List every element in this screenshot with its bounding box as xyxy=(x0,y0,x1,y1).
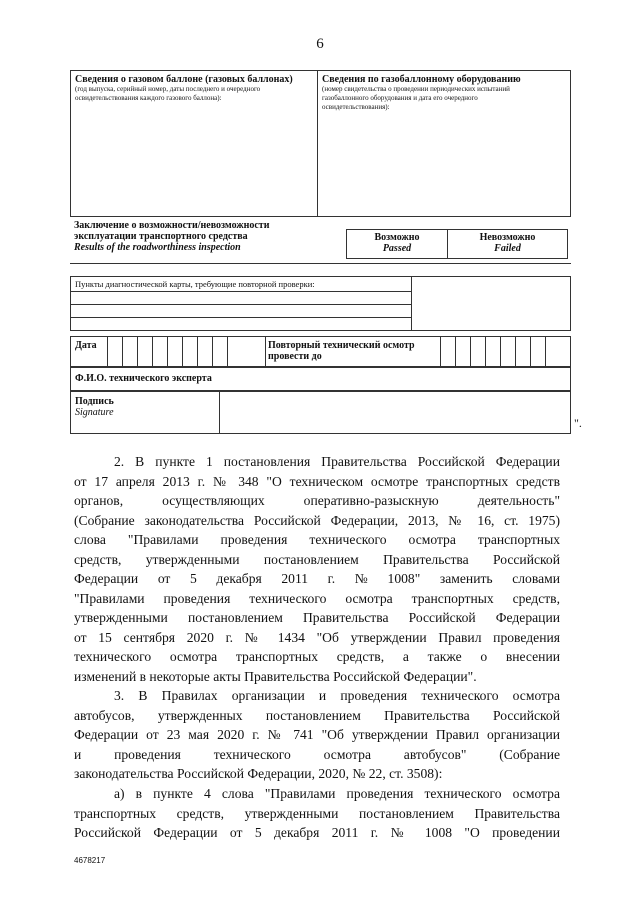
p2-line-2: от 17 апреля 2013 г. № 348 "О техническом осмотре транспортных средств xyxy=(74,473,560,489)
p2-line-6: средств, утвержденными постановлением Правительства Российской xyxy=(74,551,560,567)
p2-line-9: утвержденными постановлением Правительства Российской Федерации xyxy=(74,610,560,625)
conclusion-options xyxy=(346,229,568,259)
passed-option[interactable] xyxy=(347,232,447,254)
p2-line-7: Федерации от 5 декабря 2011 г. № 1008" заменить словами xyxy=(74,571,560,586)
passed-ru: Возможно xyxy=(374,232,420,243)
expert-name-label: Ф.И.О. технического эксперта xyxy=(75,373,212,384)
p3-line-1: 3. В Правилах организации и проведения технического осмотра xyxy=(114,688,560,703)
page-number: 6 xyxy=(316,36,324,52)
repeat-inspection-line-2: провести до xyxy=(268,351,322,362)
footer-code: 4678217 xyxy=(74,856,106,865)
repeat-points-table xyxy=(70,276,571,331)
p2-line-8: "Правилами проведения технического осмотра транспортных средств, xyxy=(74,590,560,606)
gas-equipment-note-2: газобаллонного оборудования и дата его очередного xyxy=(322,94,478,102)
failed-ru: Невозможно xyxy=(479,232,536,243)
closing-quote: ". xyxy=(574,416,582,430)
gas-info-table xyxy=(70,70,571,217)
p3-line-4: и проведения технического осмотра автобусов" (Собрание xyxy=(74,746,560,762)
repeat-points-label: Пункты диагностической карты, требующие повторной проверки: xyxy=(75,279,315,289)
p2-line-12: изменений в некоторые акты Правительства Российской Федерации". xyxy=(74,668,477,684)
repeat-inspection-cell xyxy=(268,340,438,362)
failed-option[interactable] xyxy=(448,232,567,254)
expert-name-table xyxy=(70,367,571,391)
paragraph-2 xyxy=(74,452,560,686)
gas-cylinder-note-2: освидетельствования каждого газового баллона): xyxy=(75,94,222,102)
conclusion-row xyxy=(70,217,571,271)
gas-equipment-cell xyxy=(322,74,567,112)
p3-line-5: законодательства Российской Федерации, 2020, № 22, ст. 3508): xyxy=(74,766,443,781)
p3a-line-1: а) в пункте 4 слова "Правилами проведения технического осмотра xyxy=(114,786,560,801)
repeat-inspection-line-1: Повторный технический осмотр xyxy=(268,340,415,351)
passed-en: Passed xyxy=(382,243,412,254)
failed-en: Failed xyxy=(494,243,521,254)
p2-line-11: технического осмотра транспортных средств, а также о внесении xyxy=(74,649,560,664)
p3-line-2: автобусов, утвержденных постановлением Правительства Российской xyxy=(74,707,560,723)
paragraph-3 xyxy=(74,686,560,784)
signature-table xyxy=(70,391,571,434)
gas-equipment-note-1: (номер свидетельства о проведении периодических испытаний xyxy=(322,85,510,93)
date-table xyxy=(70,336,571,367)
p2-line-3: органов, осуществляющих оперативно-разыскную деятельность" xyxy=(74,493,560,508)
gas-equipment-note-3: освидетельствования): xyxy=(322,103,390,111)
p3a-line-3: Российской Федерации от 5 декабря 2011 г. № 1008 "О проведении xyxy=(74,825,560,840)
p2-line-10: от 15 сентября 2020 г. № 1434 "Об утверждении Правил проведения xyxy=(74,629,560,645)
p2-line-5: слова "Правилами проведения технического осмотра транспортных xyxy=(74,532,560,547)
conclusion-english: Results of the roadworthiness inspection xyxy=(74,242,241,253)
p3a-line-2: транспортных средств, утвержденными постановлением Правительства xyxy=(74,805,560,821)
gas-equipment-title: Сведения по газобаллонному оборудованию xyxy=(322,74,521,85)
gas-cylinder-cell xyxy=(75,74,313,103)
date-label: Дата xyxy=(75,340,97,351)
signature-ru: Подпись xyxy=(75,396,114,407)
p2-line-1: 2. В пункте 1 постановления Правительства Российской Федерации xyxy=(114,454,560,469)
p2-line-4: (Собрание законодательства Российской Федерации, 2013, № 16, ст. 1975) xyxy=(74,512,560,528)
conclusion-line-2: эксплуатации транспортного средства xyxy=(74,231,248,242)
paragraph-3a xyxy=(74,784,560,843)
gas-cylinder-note-1: (год выпуска, серийный номер, даты последнего и очередного xyxy=(75,85,261,93)
conclusion-line-1: Заключение о возможности/невозможности xyxy=(74,220,270,231)
p3-line-3: Федерации от 23 мая 2020 г. № 741 "Об утверждении Правил организации xyxy=(74,727,560,742)
signature-en: Signature xyxy=(75,407,114,418)
gas-cylinder-title: Сведения о газовом баллоне (газовых баллонах) xyxy=(75,74,293,85)
